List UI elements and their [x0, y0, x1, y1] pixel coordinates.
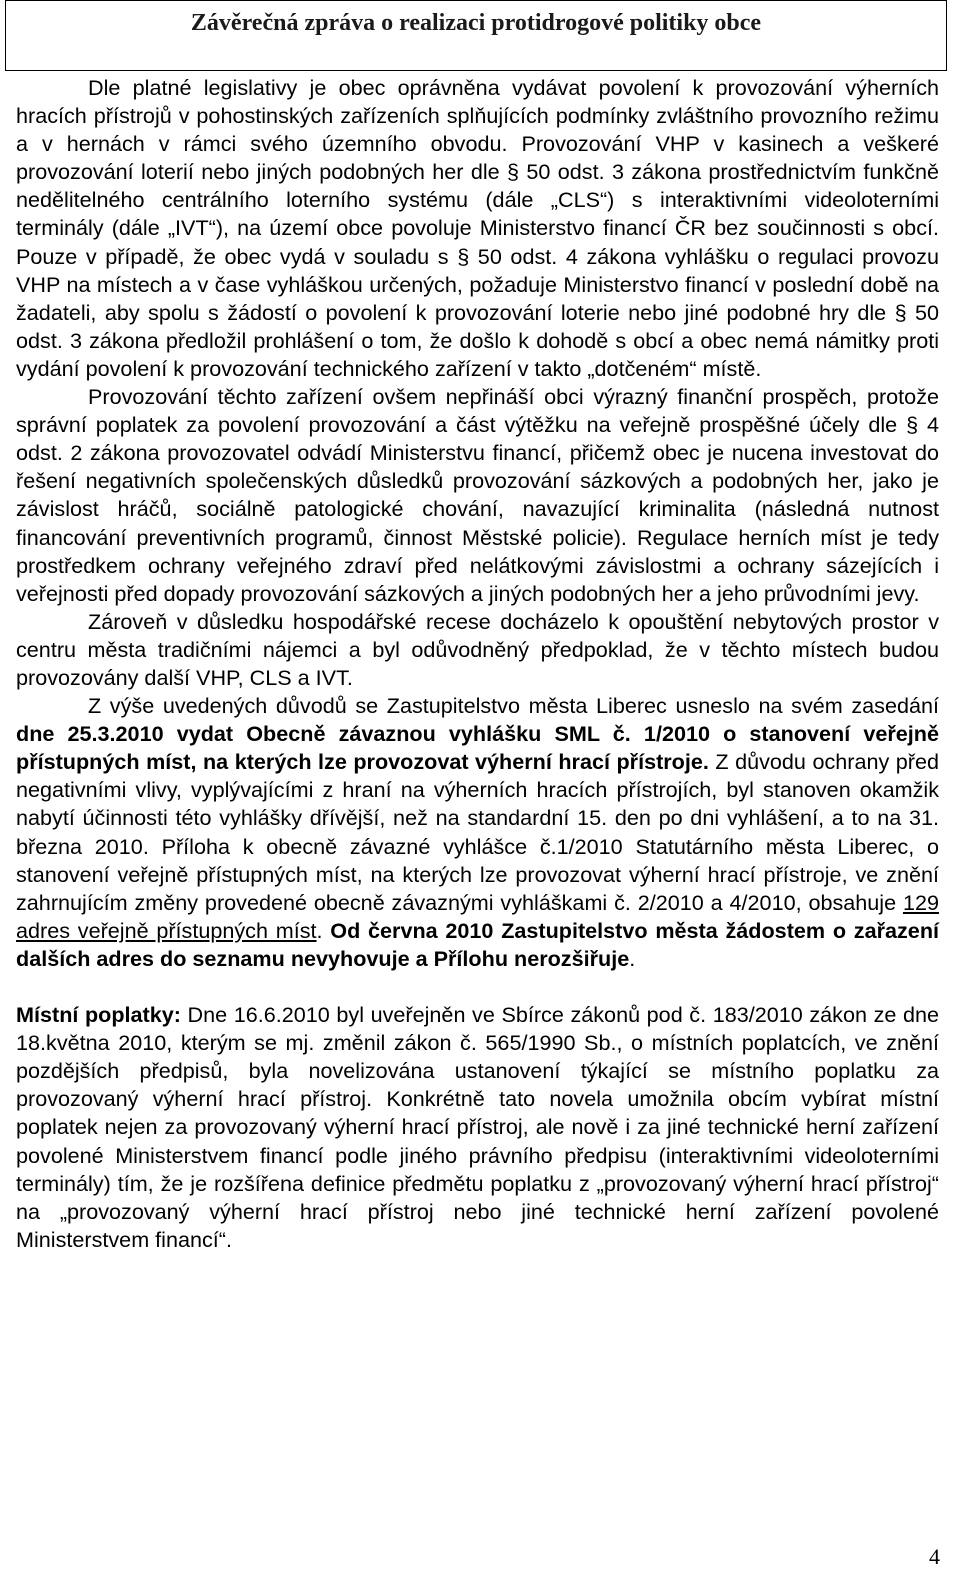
- header-box: [5, 0, 947, 71]
- resolution-bold-text: dne 25.3.2010 vydat Obecně závaznou vyhlášku SML č. 1/2010 o stanovení veřejně přístupných míst, na kterých lze provozovat výherní hrací přístroje.: [16, 721, 939, 775]
- june-decision-bold-text: Od června 2010 Zastupitelstvo města žádostem o zařazení dalších adres do seznamu nevyhovuje a Přílohu nerozšiřuje: [16, 917, 940, 971]
- addresses-underlined-text: 129 adres veřejně přístupných míst: [16, 889, 939, 943]
- paragraph-text: .: [316, 917, 331, 943]
- paragraph-text: Dle platné legislativy je obec oprávněna vydávat povolení k provozování výherních hracích přístrojů v pohostinských zařízeních splňujících podmínky zvláštního provozního režimu a v hernách v rámci svého územního obvodu. Provozování VHP v kasinech a veškeré provozování loterií nebo jiných podobných her dle § 50 odst. 3 zákona prostřednictvím funkčně nedělitelného centrálního loterního systému (dále „CLS“) s interaktivními videoloterními terminály (dále „IVT“), na území obce povoluje Ministerstvo financí ČR bez součinnosti s obcí. Pouze v případě, že obec vydá v souladu s § 50 odst. 4 zákona vyhlášku o regulaci provozu VHP na místech a v čase vyhláškou určených, požaduje Ministerstvo financí v poslední době na žadateli, aby spolu s žádostí o povolení k provozování loterie nebo jiné podobné hry dle § 50 odst. 3 zákona předložil prohlášení o tom, že došlo k dohodě s obcí a obec nemá námitky proti vydání povolení k provozování technického zařízení v takto „dotčeném“ místě.: [16, 75, 939, 381]
- paragraph-legislation: [16, 74, 939, 383]
- paragraph-text: Z důvodu ochrany před negativními vlivy, vyplývajícími z hraní na výherních hracích přístrojích, byl stanoven okamžik nabytí účinnosti této vyhlášky dřívější, než na standardní 15. den po dni vyhlášení, a to na 31. března 2010. Příloha k obecně závazné vyhlášce č.1/2010 Statutárního města Liberec, o stanovení veřejně přístupných míst, na kterých lze provozovat výherní hrací přístroje, ve znění zahrnujícím změny provedené obecně závaznými vyhláškami č. 2/2010 a 4/2010, obsahuje: [16, 749, 940, 915]
- page-title: Závěrečná zpráva o realizaci protidrogové politiky obce: [190, 10, 762, 36]
- page-number: 4: [929, 1544, 940, 1569]
- paragraph-text: Zároveň v důsledku hospodářské recese docházelo k opouštění nebytových prostor v centru města tradičními nájemci a byl odůvodněný předpoklad, že v těchto místech budou provozovány další VHP, CLS a IVT.: [16, 608, 939, 690]
- paragraph-local-fees: [16, 1001, 939, 1254]
- paragraph-resolution: [16, 692, 939, 973]
- document-body: [16, 74, 939, 1254]
- local-fees-heading: Místní poplatky:: [16, 1002, 181, 1028]
- paragraph-text: Provozování těchto zařízení ovšem nepřináší obci výrazný finanční prospěch, protože správní poplatek za povolení provozování a část výtěžku na veřejně prospěšné účely dle § 4 odst. 2 zákona provozovatel odvádí Ministerstvu financí, přičemž obec je nucena investovat do řešení negativních společenských důsledků provozování sázkových a podobných her, jako je závislost hráčů, sociálně patologické chování, navazující kriminalita (následná nutnost financování preventivních programů, činnost Městské policie). Regulace herních míst je tedy prostředkem ochrany veřejného zdraví před nelátkovými závislostmi a ochrany sázejících i veřejnosti před dopady provozování sázkových a jiných podobných her a jeho průvodními jevy.: [16, 384, 939, 606]
- paragraph-recession: [16, 608, 939, 692]
- paragraph-spacer: [16, 973, 939, 1001]
- paragraph-text: Z výše uvedených důvodů se Zastupitelstvo města Liberec usneslo na svém zasedání: [88, 693, 939, 719]
- paragraph-text: Dne 16.6.2010 byl uveřejněn ve Sbírce zákonů pod č. 183/2010 zákon ze dne 18.května 2010, kterým se mj. změnil zákon č. 565/1990 Sb., o místních poplatcích, ve znění pozdějších předpisů, byla novelizována ustanovení týkající se místního poplatku za provozovaný výherní hrací přístroj. Konkrétně tato novela umožnila obcím vybírat místní poplatek nejen za provozovaný výherní hrací přístroj, ale nově i za jiné technické herní zařízení povolené Ministerstvem financí podle jiného právního předpisu (interaktivními videoloterními terminály) tím, že je rozšířena definice předmětu poplatku z „provozovaný výherní hrací přístroj“ na „provozovaný výherní hrací přístroj nebo jiné technické herní zařízení povolené Ministerstvem financí“.: [16, 1002, 939, 1252]
- paragraph-financial-benefit: [16, 383, 939, 608]
- paragraph-text: .: [629, 945, 636, 971]
